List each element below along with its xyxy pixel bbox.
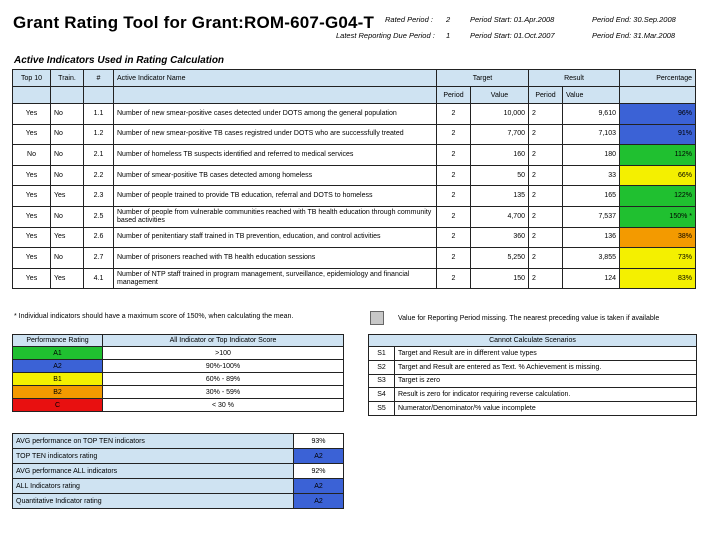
rating-cell: B1: [13, 373, 103, 386]
rated-period-end: Period End: 30.Sep.2008: [592, 15, 676, 24]
cell-percentage: 122%: [620, 186, 696, 207]
header-top10: Top 10: [13, 70, 51, 87]
cell-top10: Yes: [13, 124, 51, 145]
cell-percentage: 112%: [620, 145, 696, 166]
cell-num: 2.5: [84, 206, 114, 227]
header-result-period: Period: [529, 87, 563, 104]
cell-top10: No: [13, 145, 51, 166]
header-target-period: Period: [437, 87, 471, 104]
cell-target-value: 160: [471, 145, 529, 166]
performance-rating-table: [12, 334, 344, 412]
table-row: [13, 227, 696, 248]
cell-result-value: 33: [563, 165, 620, 186]
summary-row: [13, 479, 344, 494]
cell-result-period: 2: [529, 227, 563, 248]
scenario-row: [369, 388, 697, 402]
cell-result-period: 2: [529, 104, 563, 125]
summary-row: [13, 449, 344, 464]
summary-label: AVG performance ALL indicators: [13, 464, 294, 479]
cell-num: 2.6: [84, 227, 114, 248]
scenario-text: Numerator/Denominator/% value incomplete: [395, 402, 697, 416]
cell-target-period: 2: [437, 145, 471, 166]
score-cell: 90%-100%: [103, 360, 344, 373]
cell-target-value: 5,250: [471, 248, 529, 269]
cell-percentage: 91%: [620, 124, 696, 145]
cell-num: 2.2: [84, 165, 114, 186]
rated-period-value: 2: [446, 15, 451, 24]
table-row: [13, 165, 696, 186]
summary-row: [13, 434, 344, 449]
summary-table: [12, 433, 344, 509]
score-cell: >100: [103, 347, 344, 360]
cell-result-period: 2: [529, 268, 563, 289]
header-performance-rating: Performance Rating: [13, 335, 103, 347]
summary-value: A2: [294, 494, 344, 509]
cell-top10: Yes: [13, 268, 51, 289]
scenario-text: Target and Result are entered as Text. % Achievement is missing.: [395, 360, 697, 374]
score-cell: 30% - 59%: [103, 386, 344, 399]
scenario-row: [369, 402, 697, 416]
cell-percentage: 38%: [620, 227, 696, 248]
rated-period-start: Period Start: 01.Apr.2008: [470, 15, 555, 24]
cell-train: No: [51, 124, 84, 145]
summary-label: ALL Indicators rating: [13, 479, 294, 494]
cell-percentage: 73%: [620, 248, 696, 269]
cell-target-value: 4,700: [471, 206, 529, 227]
cell-percentage: 66%: [620, 165, 696, 186]
cell-name: Number of new smear-positive cases detected under DOTS among the general population: [114, 104, 437, 125]
rating-row: [13, 373, 344, 386]
cell-train: No: [51, 248, 84, 269]
cell-train: No: [51, 206, 84, 227]
legend-swatch: [370, 311, 384, 325]
table-row: [13, 248, 696, 269]
cell-train: Yes: [51, 227, 84, 248]
cell-result-value: 9,610: [563, 104, 620, 125]
table-row: [13, 268, 696, 289]
summary-value: A2: [294, 479, 344, 494]
header-target: Target: [437, 70, 529, 87]
scenario-text: Target and Result are in different value types: [395, 347, 697, 361]
cell-result-value: 124: [563, 268, 620, 289]
score-cell: < 30 %: [103, 399, 344, 412]
cell-num: 4.1: [84, 268, 114, 289]
cell-target-value: 7,700: [471, 124, 529, 145]
cell-percentage: 83%: [620, 268, 696, 289]
cell-top10: Yes: [13, 248, 51, 269]
header-num: #: [84, 70, 114, 87]
scenarios-table: [368, 334, 697, 416]
header-name: Active Indicator Name: [114, 70, 437, 87]
rating-row: [13, 399, 344, 412]
cell-name: Number of smear-positive TB cases detected among homeless: [114, 165, 437, 186]
rating-row: [13, 347, 344, 360]
cell-result-period: 2: [529, 186, 563, 207]
cell-name: Number of NTP staff trained in program management, surveillance, epidemiology and financial management: [114, 268, 437, 289]
cell-top10: Yes: [13, 104, 51, 125]
rating-cell: A2: [13, 360, 103, 373]
cell-result-value: 3,855: [563, 248, 620, 269]
table-row: [13, 186, 696, 207]
rating-cell: C: [13, 399, 103, 412]
cell-result-period: 2: [529, 206, 563, 227]
scenario-code: S4: [369, 388, 395, 402]
header-percentage: Percentage: [620, 70, 696, 87]
cell-target-value: 10,000: [471, 104, 529, 125]
summary-label: Quantitative Indicator rating: [13, 494, 294, 509]
summary-row: [13, 464, 344, 479]
cell-top10: Yes: [13, 186, 51, 207]
latest-period-start: Period Start: 01.Oct.2007: [470, 31, 555, 40]
table-row: [13, 206, 696, 227]
header-train: Train.: [51, 70, 84, 87]
cell-top10: Yes: [13, 206, 51, 227]
cell-percentage: 150% *: [620, 206, 696, 227]
summary-label: AVG performance on TOP TEN indicators: [13, 434, 294, 449]
cell-result-period: 2: [529, 165, 563, 186]
cell-target-period: 2: [437, 206, 471, 227]
header-target-value: Value: [471, 87, 529, 104]
cell-result-period: 2: [529, 124, 563, 145]
scenario-row: [369, 360, 697, 374]
scenario-row: [369, 347, 697, 361]
cell-top10: Yes: [13, 227, 51, 248]
footnote: * Individual indicators should have a maximum score of 150%, when calculating the mean.: [14, 313, 294, 320]
rating-row: [13, 360, 344, 373]
section-title: Active Indicators Used in Rating Calculation: [14, 55, 225, 66]
table-row: [13, 104, 696, 125]
cell-percentage: 96%: [620, 104, 696, 125]
scenario-code: S3: [369, 374, 395, 388]
page-title: Grant Rating Tool for Grant:ROM-607-G04-T: [13, 13, 375, 32]
cell-name: Number of penitentiary staff trained in TB prevention, education, and control activities: [114, 227, 437, 248]
cell-train: No: [51, 104, 84, 125]
summary-value: 92%: [294, 464, 344, 479]
cell-num: 1.1: [84, 104, 114, 125]
cell-num: 2.7: [84, 248, 114, 269]
header-result-value: Value: [563, 87, 620, 104]
indicators-table: [12, 69, 696, 289]
cell-name: Number of new smear-positive TB cases registred under DOTS who are successfully treated: [114, 124, 437, 145]
header-result: Result: [529, 70, 620, 87]
legend-text: Value for Reporting Period missing. The nearest preceding value is taken if available: [398, 315, 660, 322]
scenario-code: S1: [369, 347, 395, 361]
cell-name: Number of people from vulnerable communities reached with TB health education through community based activities: [114, 206, 437, 227]
cell-target-period: 2: [437, 268, 471, 289]
latest-period-end: Period End: 31.Mar.2008: [592, 31, 676, 40]
table-row: [13, 124, 696, 145]
cell-result-value: 136: [563, 227, 620, 248]
table-row: [13, 145, 696, 166]
cell-target-value: 360: [471, 227, 529, 248]
rated-period-label: Rated Period :: [385, 15, 433, 24]
rating-cell: A1: [13, 347, 103, 360]
rating-row: [13, 386, 344, 399]
cell-num: 2.3: [84, 186, 114, 207]
scenario-code: S2: [369, 360, 395, 374]
cell-train: Yes: [51, 268, 84, 289]
summary-value: A2: [294, 449, 344, 464]
header-scenarios: Cannot Calculate Scenarios: [369, 335, 697, 347]
cell-num: 1.2: [84, 124, 114, 145]
cell-target-period: 2: [437, 124, 471, 145]
cell-train: No: [51, 165, 84, 186]
cell-target-period: 2: [437, 248, 471, 269]
cell-result-period: 2: [529, 248, 563, 269]
latest-period-label: Latest Reporting Due Period :: [336, 31, 435, 40]
cell-result-period: 2: [529, 145, 563, 166]
scenario-code: S5: [369, 402, 395, 416]
summary-row: [13, 494, 344, 509]
latest-period-value: 1: [446, 31, 451, 40]
header-score: All Indicator or Top Indicator Score: [103, 335, 344, 347]
cell-top10: Yes: [13, 165, 51, 186]
cell-name: Number of people trained to provide TB education, referral and DOTS to homeless: [114, 186, 437, 207]
cell-target-period: 2: [437, 186, 471, 207]
cell-result-value: 7,537: [563, 206, 620, 227]
cell-train: No: [51, 145, 84, 166]
cell-target-period: 2: [437, 165, 471, 186]
cell-target-value: 135: [471, 186, 529, 207]
cell-num: 2.1: [84, 145, 114, 166]
rating-cell: B2: [13, 386, 103, 399]
cell-target-period: 2: [437, 227, 471, 248]
cell-train: Yes: [51, 186, 84, 207]
scenario-text: Result is zero for indicator requiring reverse calculation.: [395, 388, 697, 402]
cell-target-value: 50: [471, 165, 529, 186]
cell-result-value: 180: [563, 145, 620, 166]
cell-result-value: 7,103: [563, 124, 620, 145]
cell-target-period: 2: [437, 104, 471, 125]
summary-label: TOP TEN indicators rating: [13, 449, 294, 464]
cell-target-value: 150: [471, 268, 529, 289]
cell-name: Number of homeless TB suspects identified and referred to medical services: [114, 145, 437, 166]
scenario-row: [369, 374, 697, 388]
score-cell: 60% - 89%: [103, 373, 344, 386]
cell-result-value: 165: [563, 186, 620, 207]
summary-value: 93%: [294, 434, 344, 449]
cell-name: Number of prisoners reached with TB health education sessions: [114, 248, 437, 269]
scenario-text: Target is zero: [395, 374, 697, 388]
